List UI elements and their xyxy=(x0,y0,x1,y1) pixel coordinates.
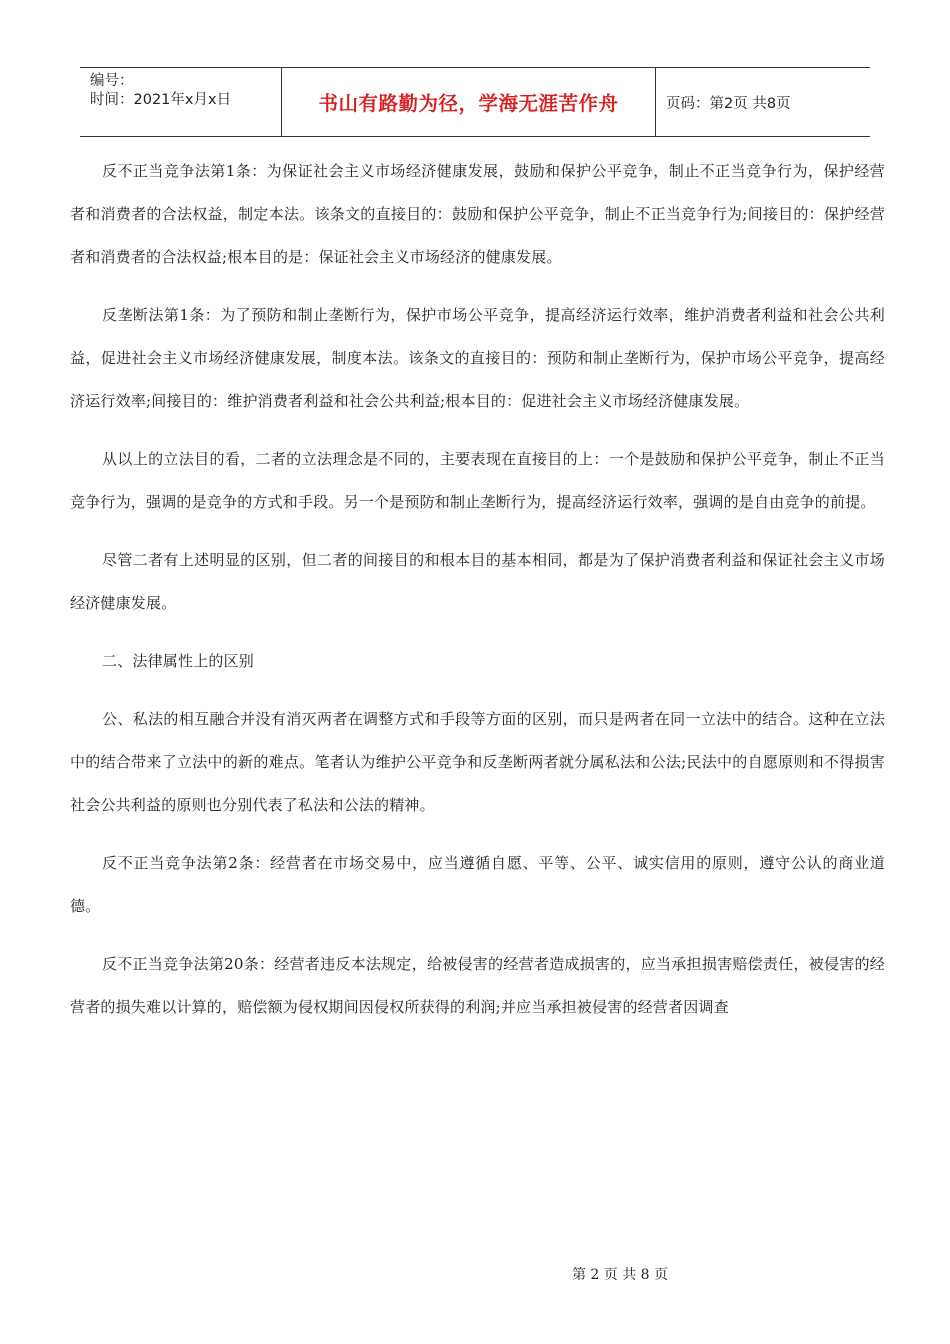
section-heading: 二、法律属性上的区别 xyxy=(102,652,255,670)
paragraph-1: 反不正当竞争法第1条：为保证社会主义市场经济健康发展，鼓励和保护公平竞争，制止不正当竞争行为，保护经营者和消费者的合法权益，制定本法。该条文的直接目的：鼓励和保护公平竞争，制止不正当竞争行为;间接目的：保护经营者和消费者的合法权益;根本目的是：保证社会主义市场经济的健康发展。 xyxy=(70,162,885,266)
document-body xyxy=(70,150,885,1044)
paragraph-7: 反不正当竞争法第20条：经营者违反本法规定，给被侵害的经营者造成损害的，应当承担损害赔偿责任，被侵害的经营者的损失难以计算的，赔偿额为侵权期间因侵权所获得的利润;并应当承担被侵害的经营者因调查 xyxy=(70,955,885,1016)
header-meta xyxy=(80,68,282,136)
header-motto: 书山有路勤为径，学海无涯苦作舟 xyxy=(282,68,656,136)
page-footer: 第 2 页 共 8 页 xyxy=(571,1267,669,1283)
paragraph-6: 反不正当竞争法第2条：经营者在市场交易中，应当遵循自愿、平等、公平、诚实信用的原则，遵守公认的商业道德。 xyxy=(70,854,885,915)
paragraph-3: 从以上的立法目的看，二者的立法理念是不同的，主要表现在直接目的上：一个是鼓励和保护公平竞争，制止不正当竞争行为，强调的是竞争的方式和手段。另一个是预防和制止垄断行为，提高经济运行效率，强调的是自由竞争的前提。 xyxy=(70,450,885,511)
header-page-code: 页码：第2页 共8页 xyxy=(666,95,791,112)
paragraph-2: 反垄断法第1条：为了预防和制止垄断行为，保护市场公平竞争，提高经济运行效率，维护消费者利益和社会公共利益，促进社会主义市场经济健康发展，制度本法。该条文的直接目的：预防和制止垄断行为，保护市场公平竞争，提高经济运行效率;间接目的：维护消费者利益和社会公共利益;根本目的：促进社会主义市场经济健康发展。 xyxy=(70,306,885,410)
number-label: 编号： xyxy=(90,73,134,89)
paragraph-4: 尽管二者有上述明显的区别，但二者的间接目的和根本目的基本相同，都是为了保护消费者利益和保证社会主义市场经济健康发展。 xyxy=(70,551,885,612)
time-label: 时间：2021年x月x日 xyxy=(90,92,232,108)
paragraph-5: 公、私法的相互融合并没有消灭两者在调整方式和手段等方面的区别，而只是两者在同一立法中的结合。这种在立法中的结合带来了立法中的新的难点。笔者认为维护公平竞争和反垄断两者就分属私法和公法;民法中的自愿原则和不得损害社会公共利益的原则也分别代表了私法和公法的精神。 xyxy=(70,710,885,814)
document-header xyxy=(80,67,870,137)
